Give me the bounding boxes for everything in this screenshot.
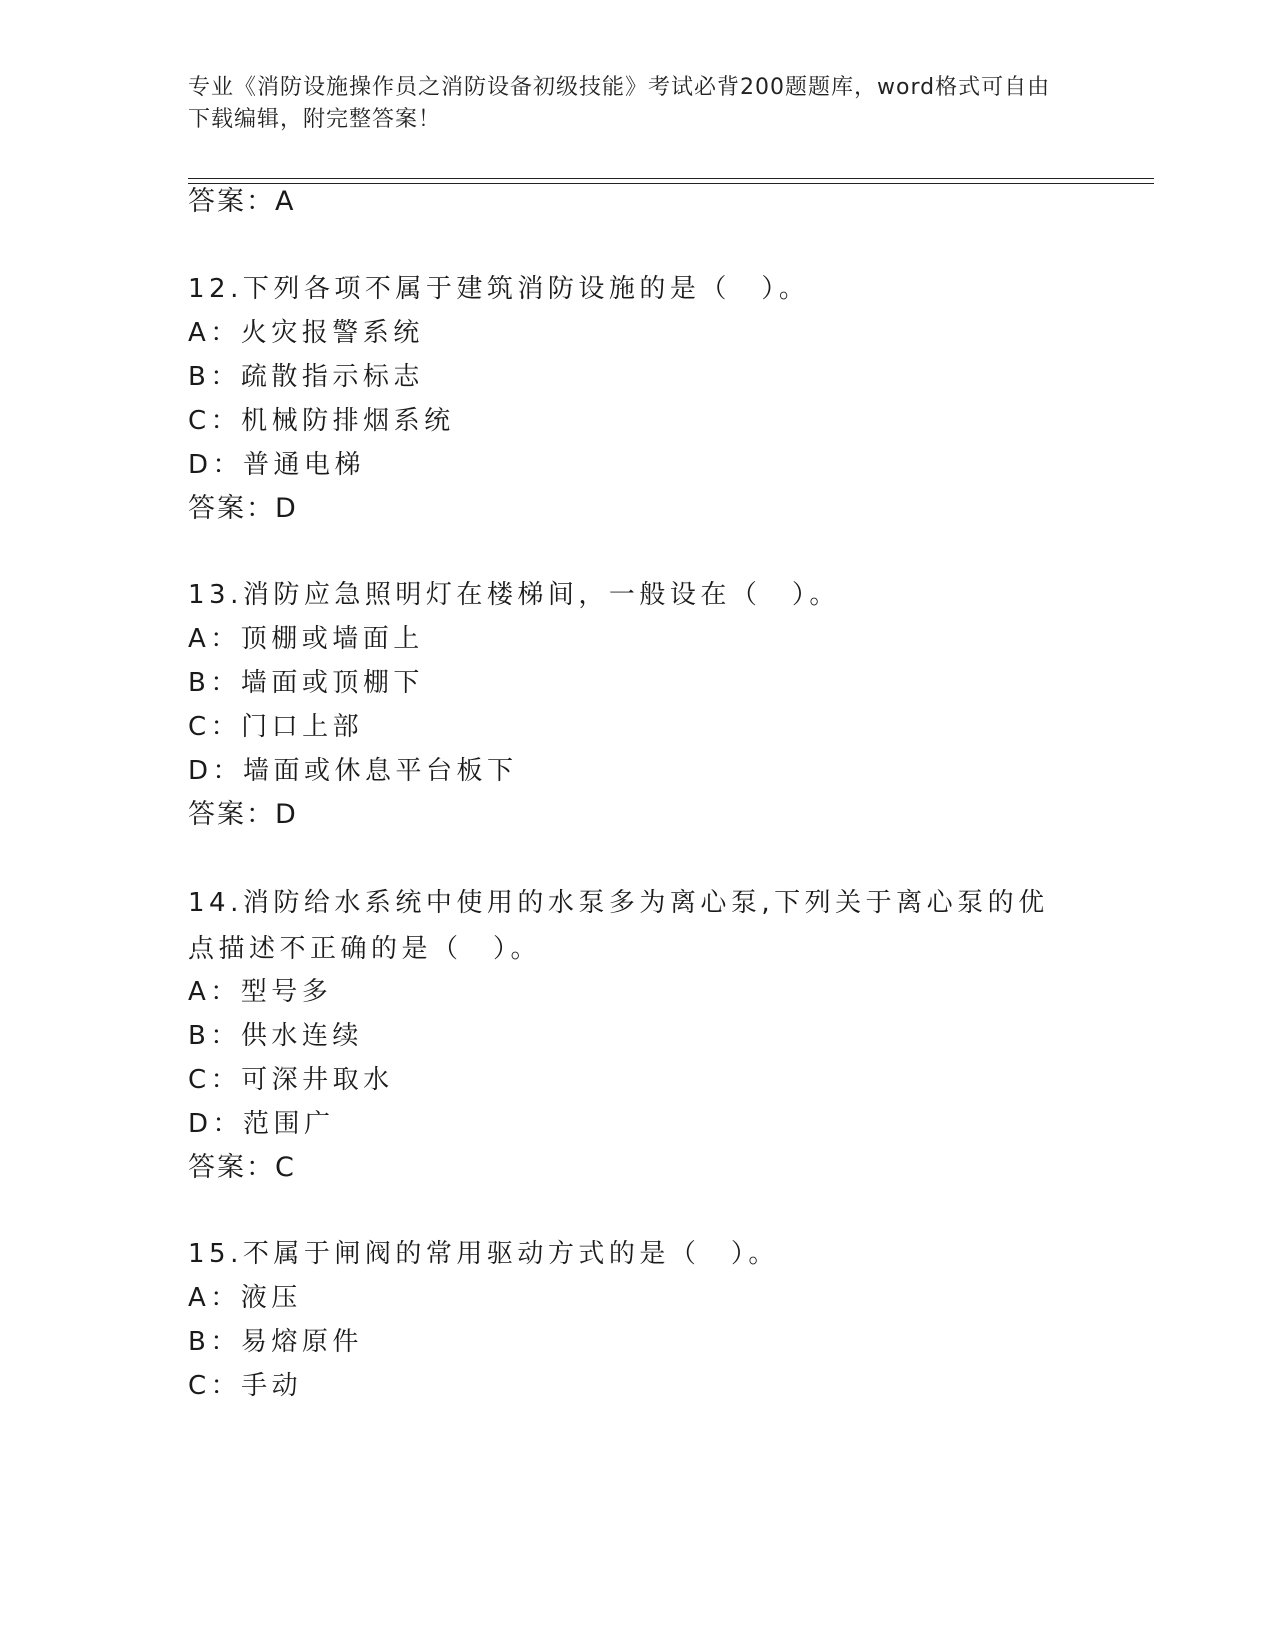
option-c: C：手动 [188,1371,303,1401]
option-c: C：可深井取水 [188,1065,394,1095]
question-stem: 13.消防应急照明灯在楼梯间，一般设在（ ）。 [188,580,840,610]
option-c: C：机械防排烟系统 [188,406,455,436]
answer-line: 答案：A [188,186,296,217]
answer-line: 答案：D [188,799,298,830]
answer-line: 答案：D [188,493,298,524]
header-divider [188,178,1154,179]
option-a: A：型号多 [188,977,333,1007]
option-b: B：易熔原件 [188,1327,363,1357]
option-d: D：墙面或休息平台板下 [188,756,518,786]
option-c: C：门口上部 [188,712,364,742]
question-stem: 15.不属于闸阀的常用驱动方式的是（ ）。 [188,1239,779,1269]
answer-line: 答案：C [188,1152,296,1183]
header-divider-second [188,183,1154,184]
option-a: A：火灾报警系统 [188,318,424,348]
question-stem: 14.消防给水系统中使用的水泵多为离心泵,下列关于离心泵的优点描述不正确的是（ ）。 [188,888,1049,964]
option-b: B：疏散指示标志 [188,362,424,392]
option-a: A：顶棚或墙面上 [188,624,424,654]
option-d: D：普通电梯 [188,450,366,480]
option-a: A：液压 [188,1283,302,1313]
question-stem: 12.下列各项不属于建筑消防设施的是（ ）。 [188,274,810,304]
option-b: B：供水连续 [188,1021,363,1051]
option-d: D：范围广 [188,1109,335,1139]
document-header: 专业《消防设施操作员之消防设备初级技能》考试必背200题题库，word格式可自由下载编辑，附完整答案！ [188,75,1051,132]
option-b: B：墙面或顶棚下 [188,668,424,698]
